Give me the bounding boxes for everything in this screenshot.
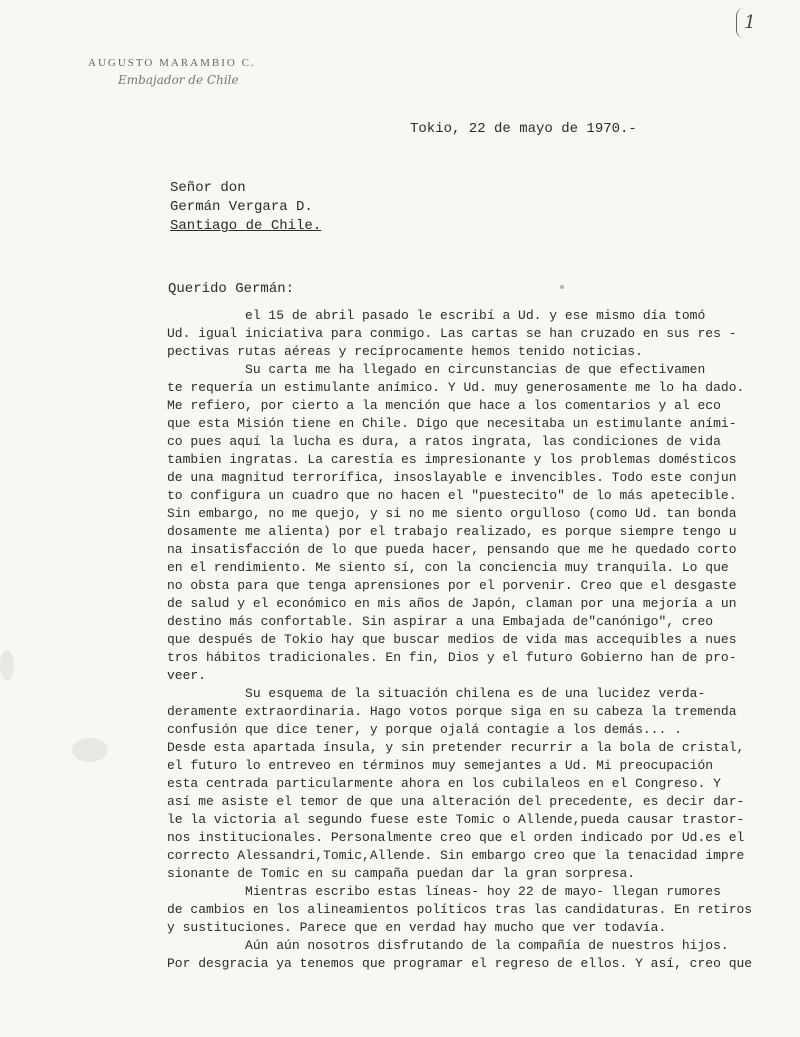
body-line: el 15 de abril pasado le escribí a Ud. y ese mismo día tomó [167,308,706,323]
letter-date: Tokio, 22 de mayo de 1970.- [410,121,637,137]
recipient-line-1: Señor don [170,180,246,196]
paper-smudge [72,738,108,762]
body-line: que esta Misión tiene en Chile. Digo que necesitaba un estimulante aními- [167,416,737,431]
body-line: tambien ingratas. La carestía es impresionante y los problemas domésticos [167,452,737,467]
body-line: de salud y el económico en mis años de Japón, claman por una mejoría a un [167,596,737,611]
letter-body [167,307,767,973]
body-line: Mientras escribo estas líneas- hoy 22 de mayo- llegan rumores [167,884,721,899]
body-line: en el rendimiento. Me siento sí, con la conciencia muy tranquila. Lo que [167,560,729,575]
body-line: tros hábitos tradicionales. En fin, Dios y el futuro Gobierno han de pro- [167,650,737,665]
letterhead-name: AUGUSTO MARAMBIO C. [88,57,256,69]
body-line: Aún aún nosotros disfrutando de la compañía de nuestros hijos. [167,938,729,953]
body-line: sionante de Tomic en su campaña puedan dar la gran sorpresa. [167,866,636,881]
body-line: así me asiste el temor de que una alteración del precedente, es decir dar- [167,794,745,809]
body-line: Su carta me ha llegado en circunstancias de que efectivamen [167,362,706,377]
body-line: nos institucionales. Personalmente creo que el orden indicado por Ud.es el [167,830,745,845]
recipient-line-2: Germán Vergara D. [170,199,313,215]
body-line: destino más confortable. Sin aspirar a una Embajada de"canónigo", creo [167,614,714,629]
body-line: deramente extraordinaria. Hago votos porque siga en su cabeza la tremenda [167,704,737,719]
letterhead-title: Embajador de Chile [118,73,239,87]
body-line: de cambios en los alineamientos políticos tras las candidaturas. En retiros [167,902,753,917]
page-number: 1 [736,8,763,38]
body-line: dosamente me alienta) por el trabajo realizado, es porque siempre tengo u [167,524,737,539]
body-line: Su esquema de la situación chilena es de una lucidez verda- [167,686,706,701]
body-line: y sustituciones. Parece que en verdad hay mucho que ver todavía. [167,920,667,935]
ink-dot [560,285,564,289]
paper-smudge [0,650,14,680]
body-line: na insatisfacción de lo que pueda hacer, pensando que me he quedado corto [167,542,737,557]
body-line: de una magnitud terrorífica, insoslayable e invencibles. Todo este conjun [167,470,737,485]
body-line: Ud. igual iniciativa para conmigo. Las cartas se han cruzado en sus res - [167,326,737,341]
recipient-line-3: Santiago de Chile. [170,218,322,234]
body-line: pectivas rutas aéreas y recíprocamente hemos tenido noticias. [167,344,643,359]
body-line: confusión que dice tener, y porque ojalá contagie a los demás... . [167,722,682,737]
body-line: que después de Tokio hay que buscar medios de vida mas accequibles a nues [167,632,737,647]
body-line: correcto Alessandri,Tomic,Allende. Sin embargo creo que la tenacidad impre [167,848,745,863]
body-line: veer. [167,668,207,683]
body-line: el futuro lo entreveo en términos muy semejantes a Ud. Mi preocupación [167,758,714,773]
body-line: to configura un cuadro que no hacen el "puestecito" de lo más apetecible. [167,488,737,503]
body-line: no obsta para que tenga aprensiones por el porvenir. Creo que el desgaste [167,578,737,593]
body-line: Sin embargo, no me quejo, y si no me siento orgulloso (como Ud. tan bonda [167,506,737,521]
greeting: Querido Germán: [168,281,295,297]
body-line: co pues aquí la lucha es dura, a ratos ingrata, las condiciones de vida [167,434,721,449]
body-line: Me refiero, por cierto a la mención que hace a los comentarios y al eco [167,398,721,413]
body-line: Por desgracia ya tenemos que programar el regreso de ellos. Y así, creo que [167,956,753,971]
body-line: le la victoria al segundo fuese este Tomic o Allende,pueda causar trastor- [167,812,745,827]
body-line: te requería un estimulante anímico. Y Ud. muy generosamente me lo ha dado. [167,380,745,395]
body-line: Desde esta apartada ínsula, y sin pretender recurrir a la bola de cristal, [167,740,745,755]
body-line: esta centrada particularmente ahora en los cubilaleos en el Congreso. Y [167,776,721,791]
